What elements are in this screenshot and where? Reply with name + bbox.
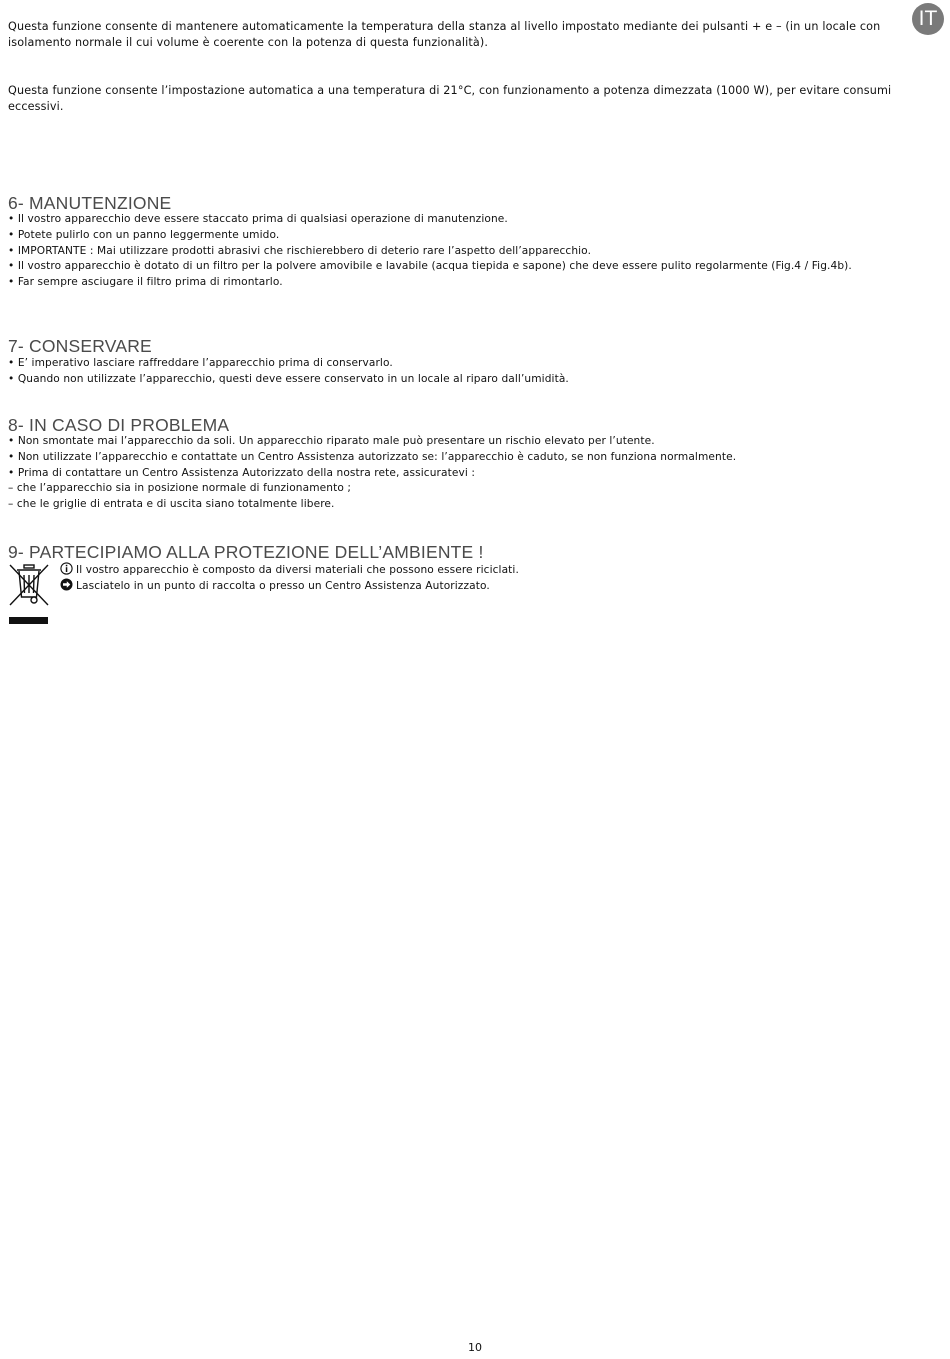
problems-list <box>8 434 943 513</box>
info-icon <box>60 562 73 575</box>
maintenance-list <box>8 212 943 291</box>
section-title-maintenance: 6- MANUTENZIONE <box>8 193 172 213</box>
list-item: – che le griglie di entrata e di uscita siano totalmente libere. <box>8 498 335 511</box>
list-item: – che l’apparecchio sia in posizione normale di funzionamento ; <box>8 482 352 495</box>
environment-info-text: Il vostro apparecchio è composto da diversi materiali che possono essere riciclati. <box>76 564 519 576</box>
list-item: • Non smontate mai l’apparecchio da soli. Un apparecchio riparato male può presentare un rischio elevato per l’utente. <box>8 435 655 447</box>
section-title-problems: 8- IN CASO DI PROBLEMA <box>8 415 230 435</box>
crossed-out-bin-icon <box>8 563 50 627</box>
language-badge: IT <box>912 3 944 35</box>
list-item: • E’ imperativo lasciare raffreddare l’apparecchio prima di conservarlo. <box>8 357 393 369</box>
list-item: • Potete pulirlo con un panno leggermente umido. <box>8 228 280 241</box>
list-item: • Il vostro apparecchio è dotato di un filtro per la polvere amovibile e lavabile (acqua tiepida e sapone) che deve essere pulito regolarmente (Fig.4 / Fig.4b). <box>8 260 852 273</box>
list-item: • Non utilizzate l’apparecchio e contattate un Centro Assistenza autorizzato se: l’apparecchio è caduto, se non funziona normalmente. <box>8 450 737 463</box>
list-item: • Il vostro apparecchio deve essere staccato prima di qualsiasi operazione di manutenzione. <box>8 213 508 225</box>
storage-list <box>8 356 943 388</box>
section-title-storage: 7- CONSERVARE <box>8 336 152 356</box>
list-item: • Far sempre asciugare il filtro prima di rimontarlo. <box>8 276 283 289</box>
environment-recycle-line <box>60 578 490 595</box>
intro-paragraph-2: Questa funzione consente l’impostazione automatica a una temperatura di 21°C, con funzionamento a potenza dimezzata (1000 W), per evitare consumi eccessivi. <box>8 84 892 113</box>
list-item: • Prima di contattare un Centro Assistenza Autorizzato della nostra rete, assicuratevi : <box>8 466 476 479</box>
section-title-environment: 9- PARTECIPIAMO ALLA PROTEZIONE DELL’AMBIENTE ! <box>8 542 484 562</box>
environment-recycle-text: Lasciatelo in un punto di raccolta o presso un Centro Assistenza Autorizzato. <box>76 580 490 592</box>
list-item: • Quando non utilizzate l’apparecchio, questi deve essere conservato in un locale al riparo dall’umidità. <box>8 372 569 385</box>
page-number: 10 <box>468 1341 482 1354</box>
intro-paragraph-1: Questa funzione consente di mantenere automaticamente la temperatura della stanza al livello impostato mediante dei pulsanti + e – (in un locale con isolamento normale il cui volume è coerente con la potenza di questa funzionalità). <box>8 20 881 49</box>
arrow-right-icon <box>60 578 73 591</box>
list-item: • IMPORTANTE : Mai utilizzare prodotti abrasivi che rischierebbero di deterio rare l’aspetto dell’apparecchio. <box>8 244 592 257</box>
environment-info-line <box>60 562 519 579</box>
